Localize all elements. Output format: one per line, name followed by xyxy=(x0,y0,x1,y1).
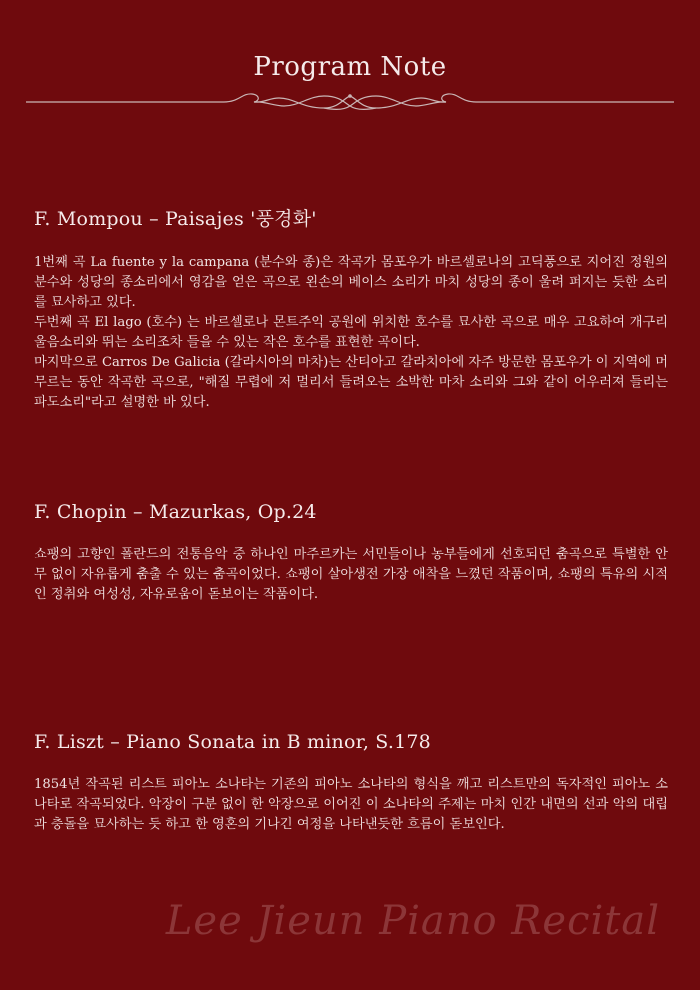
piece-heading: F. Liszt – Piano Sonata in B minor, S.178 xyxy=(34,731,431,753)
piece-heading: F. Chopin – Mazurkas, Op.24 xyxy=(34,501,317,523)
piece-paragraph: 쇼팽의 고향인 폴란드의 전통음악 중 하나인 마주르카는 서민들이나 농부들에게 선호되던 춤곡으로 특별한 안무 없이 자유롭게 춤출 수 있는 춤곡이었다. 쇼팽이 살아생전 가장 애착을 느꼈던 작품이며, 쇼팽의 특유의 시적인 정취와 여성성, 자유로움이 돋보이는 작품이다. xyxy=(34,547,668,602)
recital-signature: Lee Jieun Piano Recital xyxy=(165,898,660,944)
piece-mompou xyxy=(34,204,668,413)
page-title: Program Note xyxy=(253,52,447,82)
ornamental-divider xyxy=(24,88,676,116)
piece-paragraph: 두번째 곡 El lago (호수) 는 바르셀로나 몬트주익 공원에 위치한 호수를 묘사한 곡으로 매우 고요하여 개구리울음소리와 뛰는 소리조차 들을 수 있는 작은 호수를 표현한 곡이다. xyxy=(34,315,668,350)
piece-chopin xyxy=(34,501,668,605)
piece-paragraph: 1번째 곡 La fuente y la campana (분수와 종)은 작곡가 몸포우가 바르셀로나의 고딕풍으로 지어진 정원의 분수와 성당의 종소리에서 영감을 얻은 곡으로 왼손의 베이스 소리가 마치 성당의 종이 울려 퍼지는 듯한 소리를 묘사하고 있다. xyxy=(34,255,668,310)
piece-paragraph: 1854년 작곡된 리스트 피아노 소나타는 기존의 피아노 소나타의 형식을 깨고 리스트만의 독자적인 피아노 소나타로 작곡되었다. 악장이 구분 없이 한 악장으로 이어진 이 소나타의 주제는 마치 인간 내면의 선과 악의 대립과 충돌을 묘사하는 듯 하고 한 영혼의 기나긴 여정을 나타낸듯한 흐름이 돋보인다. xyxy=(34,777,668,832)
piece-heading: F. Mompou – Paisajes '풍경화' xyxy=(34,208,317,230)
piece-liszt xyxy=(34,731,668,835)
piece-paragraph: 마지막으로 Carros De Galicia (갈라시아의 마차)는 산티아고 갈라치아에 자주 방문한 몸포우가 이 지역에 머무르는 동안 작곡한 곡으로, "해질 무렵에 저 멀리서 들려오는 소박한 마차 소리와 그와 같이 어우러져 들리는 파도소리"라고 설명한 바 있다. xyxy=(34,355,668,410)
